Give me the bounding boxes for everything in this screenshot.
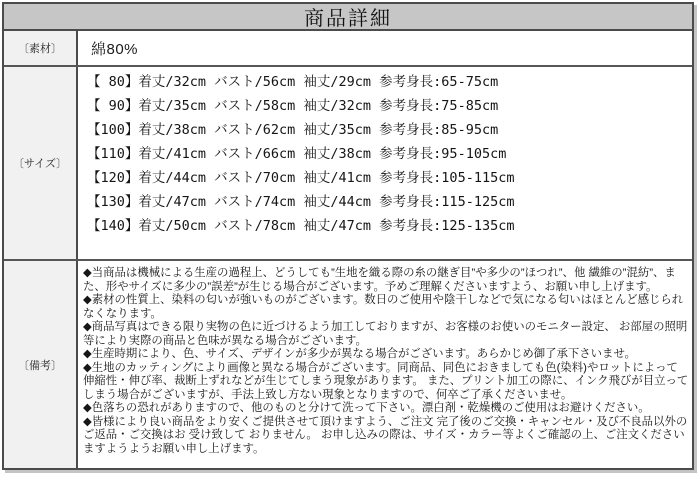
material-label: 〔素材〕 [4, 31, 78, 65]
notes-row [4, 261, 692, 468]
note-item: ◆皆様により良い商品をより安くご提供させて頂けますよう、ご注文 完了後のご交換・キャンセル・及び不良品以外のご返品・ご交換はお 受け致して おりません。 お申し込みの際は、サイズ・カラー等よくご確認の上、ご注文くださいますようようお願い申し上げます。 [83, 415, 688, 455]
material-value: 綿80% [78, 31, 692, 65]
product-details-table [2, 2, 694, 470]
page-title: 商品詳細 [304, 6, 392, 30]
size-line: 【 80】着丈/32cm バスト/56cm 袖丈/29cm 参考身長:65-75cm [87, 74, 499, 90]
notes-list [78, 261, 692, 468]
note-item: ◆当商品は機械による生産の過程上、どうしても”生地を織る際の糸の継ぎ目”や多少の”ほつれ”、他 繊維の”混紡”、また、形やサイズに多少の”誤差”が生じる場合がございます。予めご理解くださいますよう、お願い申し上げます。 [83, 267, 676, 293]
sizes-label: 〔サイズ〕 [4, 67, 78, 259]
size-line: 【120】着丈/44cm バスト/70cm 袖丈/41cm 参考身長:105-115cm [87, 170, 515, 186]
notes-label: 〔備考〕 [4, 261, 78, 468]
material-row [4, 31, 692, 67]
size-line: 【110】着丈/41cm バスト/66cm 袖丈/38cm 参考身長:95-105cm [87, 146, 507, 162]
sizes-list [78, 67, 692, 259]
size-line: 【140】着丈/50cm バスト/78cm 袖丈/47cm 参考身長:125-135cm [87, 218, 515, 234]
note-item: ◆生産時期により、色、サイズ、デザインが多少が異なる場合がございます。あらかじめ御了承下さいませ。 [83, 348, 636, 360]
size-line: 【 90】着丈/35cm バスト/58cm 袖丈/32cm 参考身長:75-85cm [87, 98, 499, 114]
size-line: 【130】着丈/47cm バスト/74cm 袖丈/44cm 参考身長:115-125cm [87, 194, 515, 210]
note-item: ◆商品写真はできる限り実物の色に近づけるよう加工しておりますが、お客様のお使いのモニター設定、 お部屋の照明等により実際の商品と色味が異なる場合がございます。 [83, 321, 688, 347]
sizes-row [4, 67, 692, 261]
note-item: ◆生地のカッティングにより画像と異なる場合がございます。同商品、同色におきましても色(染料)やロットによって伸縮性・伸び率、裁断上ずれなどが生じてしまう現象があります。 また、プリント加工の際に、インク飛びが目立ってしまう場合がございますが、手法上致し方ない現象となりますので、何卒ご了承くださいませ。 [83, 361, 689, 401]
size-line: 【100】着丈/38cm バスト/62cm 袖丈/35cm 参考身長:85-95cm [87, 122, 499, 138]
note-item: ◆素材の性質上、染料の匂いが強いものがございます。数日のご使用や陰干しなどで気になる匂いはほとんど感じられなくなります。 [83, 294, 684, 320]
table-header [4, 4, 692, 31]
note-item: ◆色落ちの恐れがありますので、他のものと分けて洗って下さい。漂白剤・乾燥機のご使用はお避けください。 [83, 402, 650, 414]
